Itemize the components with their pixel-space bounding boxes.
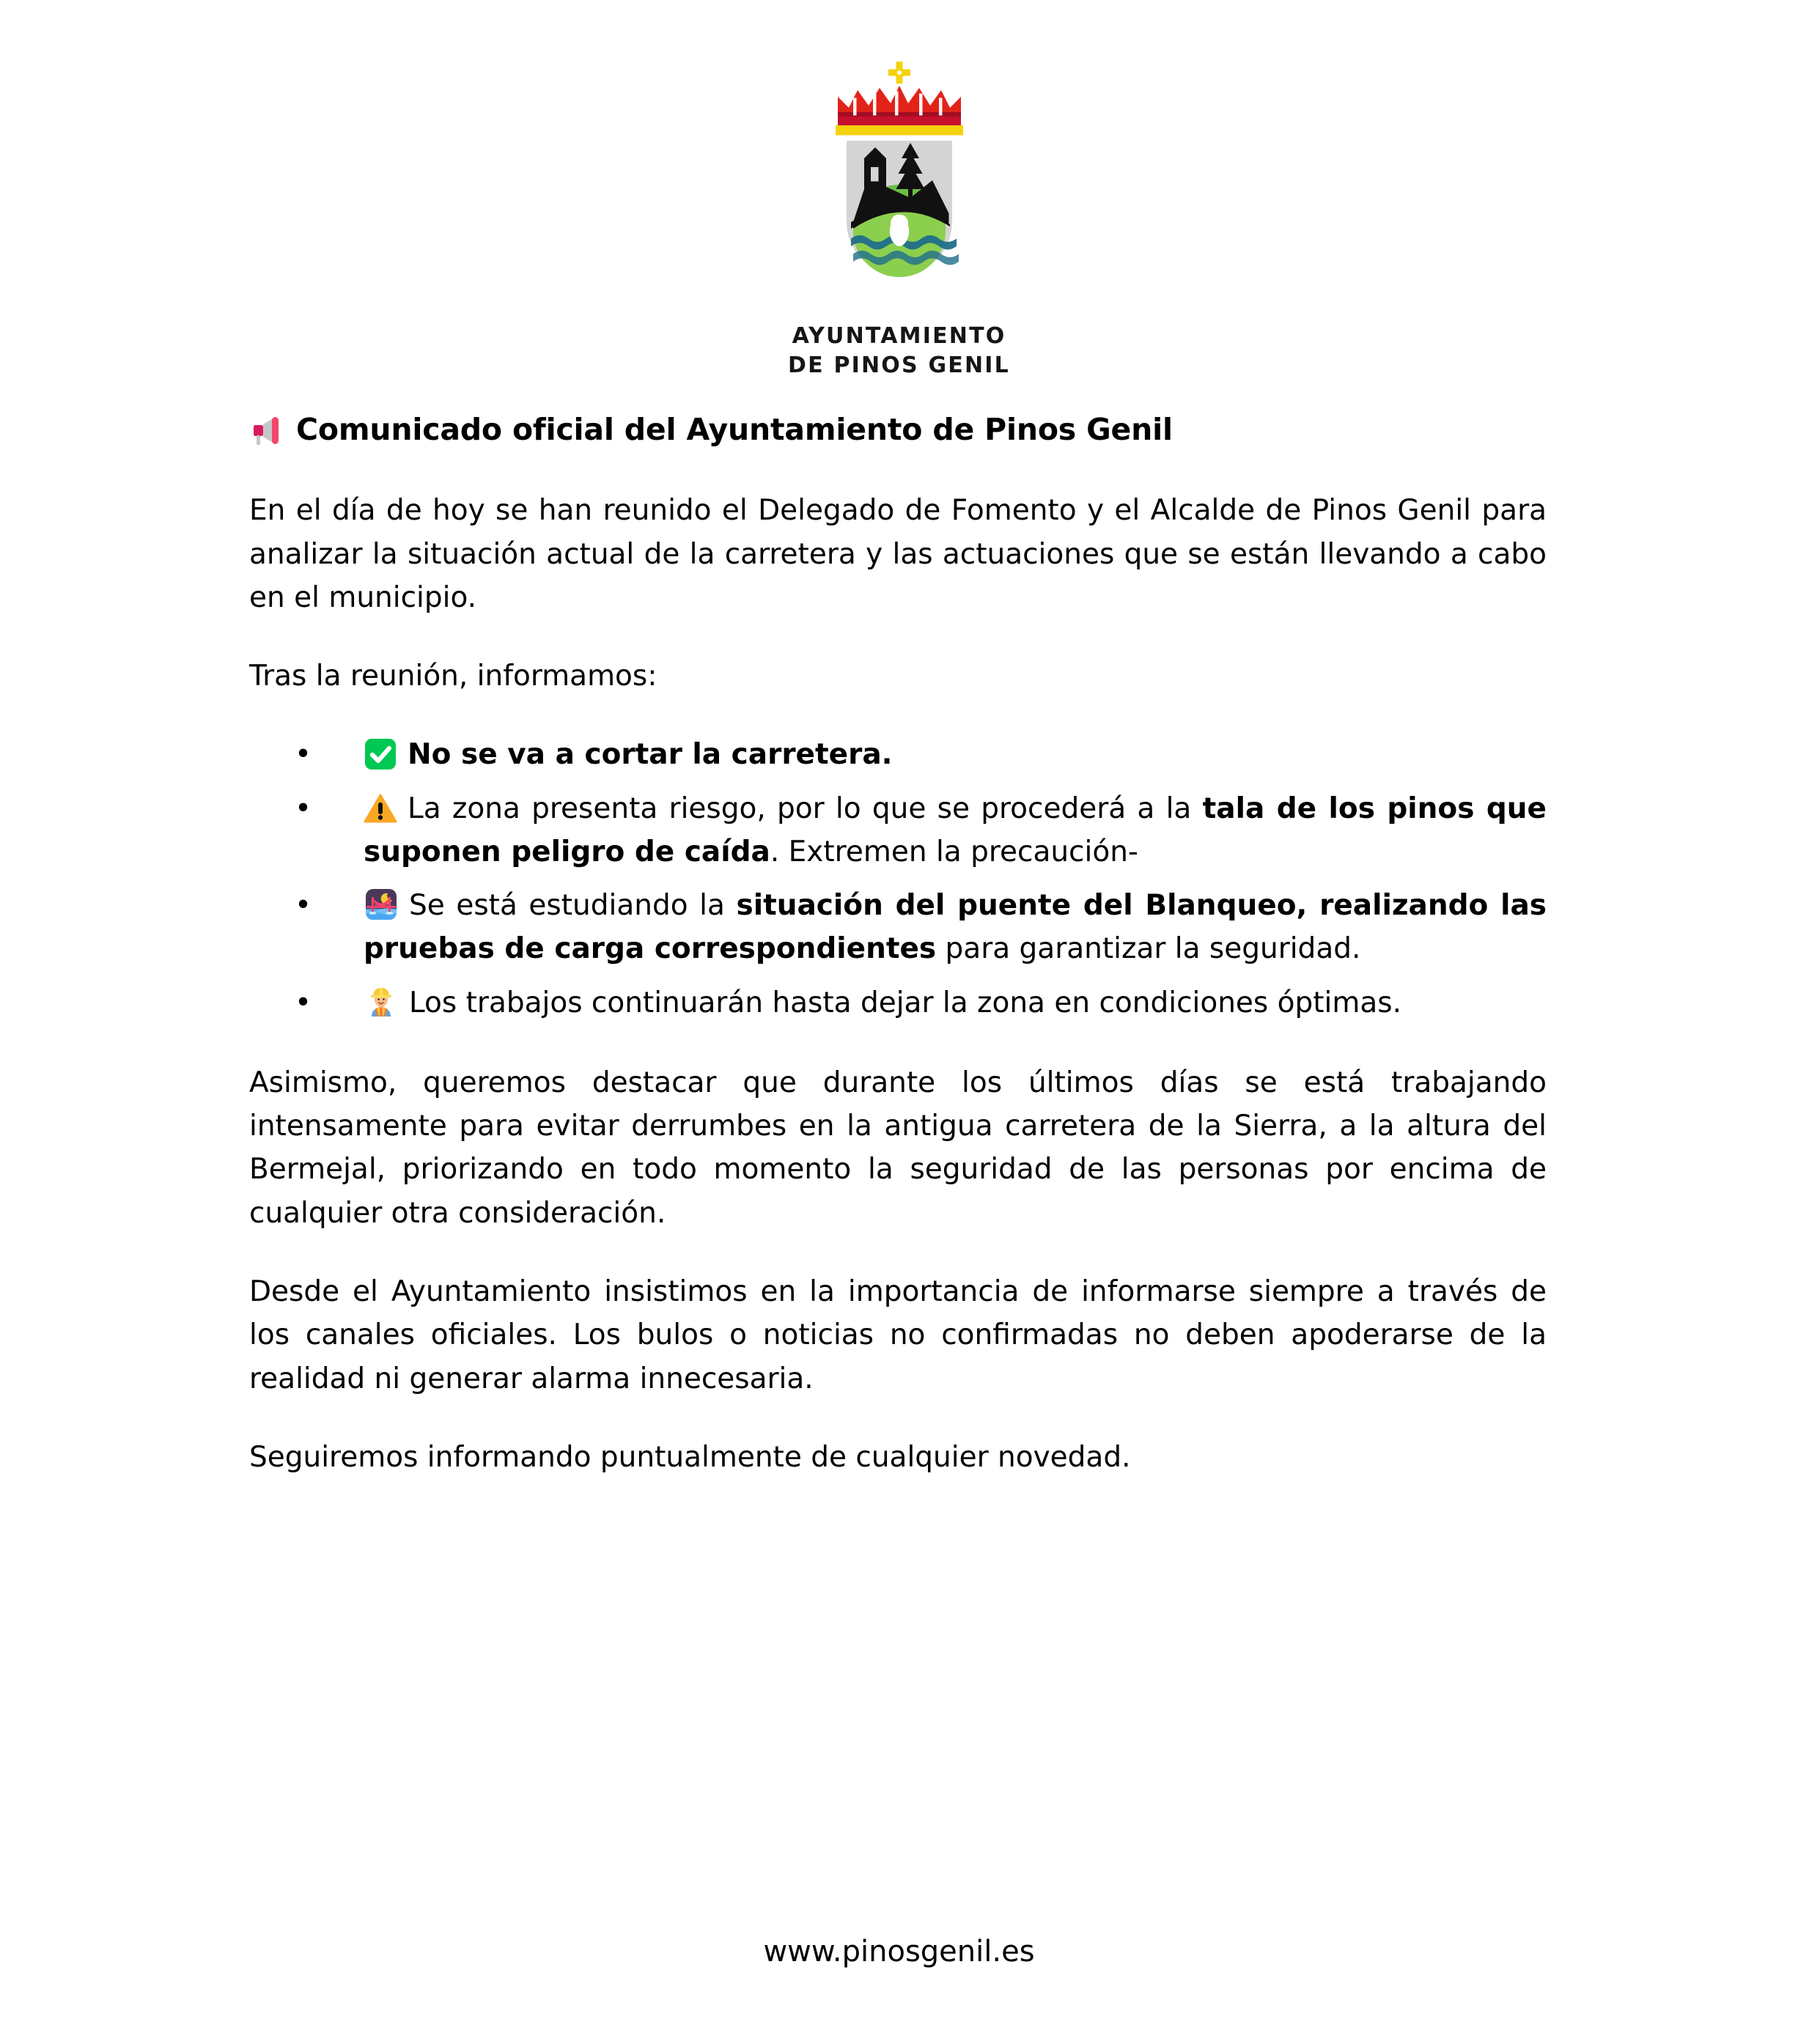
bullet-2-text-b: tala de los pinos que suponen peligro de caída [364, 792, 1547, 868]
paragraph-official-channels: Desde el Ayuntamiento insistimos en la importancia de informarse siempre a través de los canales oficiales. Los bulos o noticias no confirmadas no deben apoderarse de la realidad ni generar alarma innecesaria. [249, 1275, 1547, 1395]
document-body [249, 410, 1547, 1514]
list-item [249, 884, 1547, 971]
paragraph-intro: En el día de hoy se han reunido el Delegado de Fomento y el Alcalde de Pinos Genil para analizar la situación actual de la carretera y las actuaciones que se están llevando a cabo en el municipio. [249, 494, 1547, 614]
bullet-4-text: Los trabajos continuarán hasta dejar la zona en condiciones óptimas. [409, 986, 1401, 1019]
page-title-text: Comunicado oficial del Ayuntamiento de Pinos Genil [296, 412, 1173, 447]
white-check-mark-icon [364, 737, 397, 771]
construction-worker-icon [364, 984, 399, 1019]
bullet-3-text-c: para garantizar la seguridad. [936, 932, 1361, 966]
bullet-2-text-c: . Extremen la precaución- [770, 835, 1138, 868]
paragraph-lead-in: Tras la reunión, informamos: [249, 660, 657, 693]
letterhead-org-name [788, 322, 1010, 380]
list-item [249, 981, 1547, 1025]
bullet-3-text-a: Se está estudiando la [409, 889, 737, 923]
coat-of-arms-crest [789, 57, 1009, 310]
warning-icon [364, 792, 397, 825]
website-url: www.pinosgenil.es [763, 1935, 1035, 1969]
letterhead-line-1: AYUNTAMIENTO [792, 323, 1006, 349]
bullet-3-text-b: situación del puente del Blanqueo, realizando las pruebas de carga correspondientes [364, 889, 1547, 966]
bullet-1-text: No se va a cortar la carretera. [408, 738, 893, 772]
list-item [249, 787, 1547, 874]
bridge-at-night-icon [364, 887, 399, 922]
letterhead-line-2: DE PINOS GENIL [788, 352, 1010, 378]
bullet-2-text-a: La zona presenta riesgo, por lo que se procederá a la [408, 792, 1203, 825]
list-item [249, 733, 1547, 776]
megaphone-icon [249, 413, 284, 448]
paragraph-works: Asimismo, queremos destacar que durante los últimos días se está trabajando intensamente para evitar derrumbes en la antigua carretera de la Sierra, a la altura del Bermejal, priorizando en todo momento la seguridad de las personas por encima de cualquier otra consideración. [249, 1066, 1547, 1230]
announcement-list [249, 733, 1547, 1025]
paragraph-closing: Seguiremos informando puntualmente de cualquier novedad. [249, 1440, 1131, 1474]
page-title [249, 410, 1547, 449]
footer [0, 1935, 1798, 1969]
letterhead [0, 0, 1798, 380]
